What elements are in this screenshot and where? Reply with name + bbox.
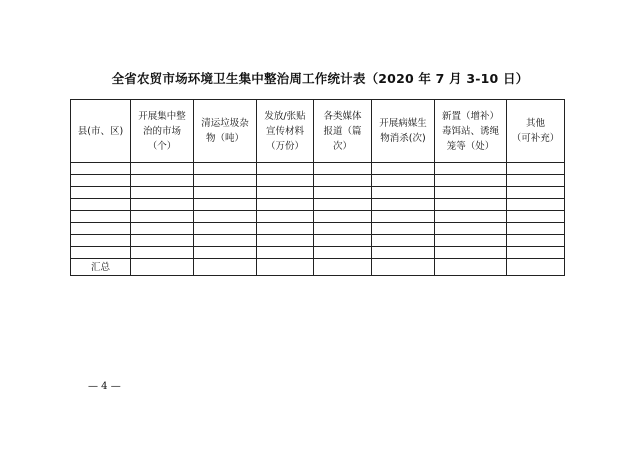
table-cell[interactable] bbox=[131, 199, 194, 211]
table-cell[interactable] bbox=[257, 163, 314, 175]
table-cell[interactable] bbox=[507, 199, 565, 211]
header-garbage: 清运垃圾杂 物（吨） bbox=[194, 100, 257, 163]
table-cell[interactable] bbox=[314, 211, 372, 223]
table-row bbox=[71, 199, 565, 211]
page-number: — 4 — bbox=[88, 381, 121, 392]
table-cell[interactable] bbox=[194, 211, 257, 223]
table-cell[interactable] bbox=[435, 259, 507, 276]
table-cell[interactable] bbox=[194, 247, 257, 259]
table-cell[interactable] bbox=[314, 259, 372, 276]
table-cell[interactable] bbox=[257, 211, 314, 223]
table-cell[interactable] bbox=[435, 211, 507, 223]
table-cell[interactable] bbox=[314, 187, 372, 199]
table-cell[interactable] bbox=[257, 199, 314, 211]
table-cell[interactable] bbox=[131, 259, 194, 276]
table-cell[interactable] bbox=[131, 223, 194, 235]
table-cell[interactable] bbox=[507, 247, 565, 259]
table-cell[interactable] bbox=[314, 175, 372, 187]
header-markets: 开展集中整 治的市场 （个） bbox=[131, 100, 194, 163]
table-row bbox=[71, 247, 565, 259]
total-label: 汇总 bbox=[71, 259, 131, 276]
table-cell[interactable] bbox=[71, 211, 131, 223]
table-row bbox=[71, 223, 565, 235]
table-cell[interactable] bbox=[194, 199, 257, 211]
table-cell[interactable] bbox=[435, 163, 507, 175]
table-cell[interactable] bbox=[194, 163, 257, 175]
table-cell[interactable] bbox=[507, 175, 565, 187]
table-cell[interactable] bbox=[314, 247, 372, 259]
table-cell[interactable] bbox=[372, 223, 435, 235]
table-row bbox=[71, 235, 565, 247]
table-cell[interactable] bbox=[194, 259, 257, 276]
table-cell[interactable] bbox=[507, 187, 565, 199]
table-cell[interactable] bbox=[507, 235, 565, 247]
table-title: 全省农贸市场环境卫生集中整治周工作统计表（2020 年 7 月 3-10 日） bbox=[111, 71, 529, 86]
table-cell[interactable] bbox=[71, 247, 131, 259]
table-cell[interactable] bbox=[372, 235, 435, 247]
table-cell[interactable] bbox=[372, 259, 435, 276]
table-cell[interactable] bbox=[435, 235, 507, 247]
table-cell[interactable] bbox=[372, 211, 435, 223]
table-cell[interactable] bbox=[507, 259, 565, 276]
table-cell[interactable] bbox=[257, 235, 314, 247]
table-cell[interactable] bbox=[71, 163, 131, 175]
table-cell[interactable] bbox=[131, 211, 194, 223]
table-cell[interactable] bbox=[131, 247, 194, 259]
table-cell[interactable] bbox=[435, 175, 507, 187]
table-cell[interactable] bbox=[71, 235, 131, 247]
table-row bbox=[71, 187, 565, 199]
header-other: 其他 （可补充） bbox=[507, 100, 565, 163]
table-cell[interactable] bbox=[372, 199, 435, 211]
table-cell[interactable] bbox=[194, 187, 257, 199]
table-cell[interactable] bbox=[507, 163, 565, 175]
table-cell[interactable] bbox=[194, 223, 257, 235]
table-cell[interactable] bbox=[131, 187, 194, 199]
table-row bbox=[71, 211, 565, 223]
table-cell[interactable] bbox=[257, 175, 314, 187]
table-cell[interactable] bbox=[435, 247, 507, 259]
table-cell[interactable] bbox=[314, 163, 372, 175]
table-cell[interactable] bbox=[194, 175, 257, 187]
statistics-table bbox=[70, 99, 565, 276]
header-county: 县(市、区) bbox=[71, 100, 131, 163]
header-materials: 发放/张贴 宣传材料 （万份） bbox=[257, 100, 314, 163]
table-row bbox=[71, 175, 565, 187]
table-cell[interactable] bbox=[71, 175, 131, 187]
table-cell[interactable] bbox=[435, 223, 507, 235]
table-cell[interactable] bbox=[257, 259, 314, 276]
table-cell[interactable] bbox=[372, 175, 435, 187]
table-body bbox=[71, 163, 565, 276]
table-row bbox=[71, 163, 565, 175]
table-cell[interactable] bbox=[131, 235, 194, 247]
table-cell[interactable] bbox=[71, 187, 131, 199]
table-cell[interactable] bbox=[372, 187, 435, 199]
table-cell[interactable] bbox=[372, 163, 435, 175]
table-cell[interactable] bbox=[372, 247, 435, 259]
total-row bbox=[71, 259, 565, 276]
table-cell[interactable] bbox=[507, 211, 565, 223]
table-cell[interactable] bbox=[314, 235, 372, 247]
header-media: 各类媒体 报道（篇 次） bbox=[314, 100, 372, 163]
table-cell[interactable] bbox=[194, 235, 257, 247]
table-cell[interactable] bbox=[131, 163, 194, 175]
header-disinfection: 开展病媒生 物消杀(次) bbox=[372, 100, 435, 163]
table-cell[interactable] bbox=[131, 175, 194, 187]
table-cell[interactable] bbox=[435, 199, 507, 211]
header-bait-stations: 新置（增补） 毒饵站、诱绳 笼等（处） bbox=[435, 100, 507, 163]
table-cell[interactable] bbox=[507, 223, 565, 235]
table-cell[interactable] bbox=[257, 247, 314, 259]
table-cell[interactable] bbox=[435, 187, 507, 199]
table-cell[interactable] bbox=[257, 187, 314, 199]
table-cell[interactable] bbox=[314, 223, 372, 235]
table-cell[interactable] bbox=[257, 223, 314, 235]
table-cell[interactable] bbox=[314, 199, 372, 211]
table-cell[interactable] bbox=[71, 199, 131, 211]
header-row bbox=[71, 100, 565, 163]
table-cell[interactable] bbox=[71, 223, 131, 235]
